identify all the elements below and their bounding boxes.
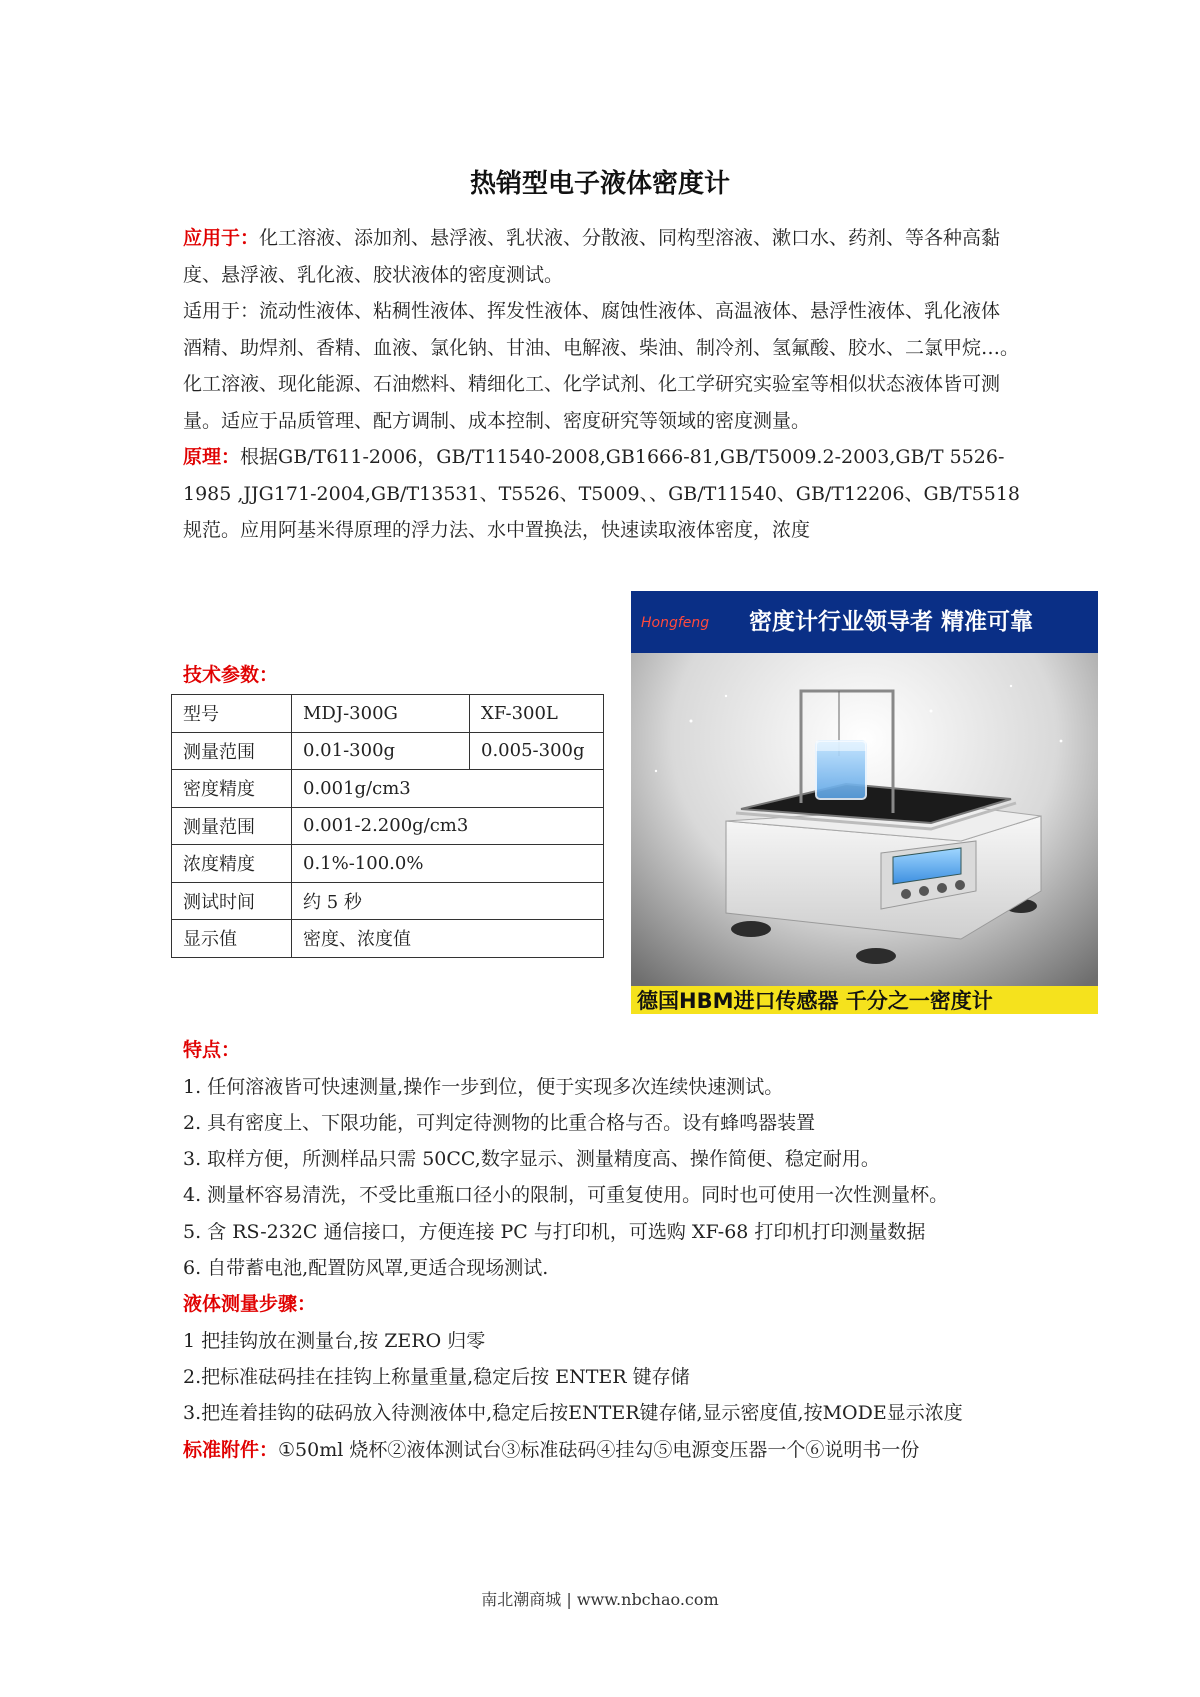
steps-heading: 液体测量步骤： [183,1293,317,1316]
table-row [172,807,604,845]
principle-text: 根据GB/T611-2006，GB/T11540-2008,GB1666-81,GB/T5009.2-2003,GB/T 5526-1985 ,JJG171-2004,GB/T13531、T5526、T5009、、GB/T11540、GB/T12206、GB/T5518 规范。应用阿基米得原理的浮力法、水中置换法，快速读取液体密度，浓度 [183,446,1021,541]
table-cell: 0.01-300g [292,732,470,770]
features-heading: 特点： [183,1039,241,1061]
table-cell: 密度精度 [172,770,292,808]
table-row [172,770,604,808]
table-row [172,695,604,733]
apply-label: 应用于： [183,227,260,249]
banner-bottom-text: 德国HBM进口传感器 千分之一密度计 [637,989,993,1013]
accessories-text: ①50ml 烧杯②液体测试台③标准砝码④挂勾⑤电源变压器一个⑥说明书一份 [278,1438,920,1461]
list-item: 3. 取样方便，所测样品只需 50CC,数字显示、测量精度高、操作简便、稳定耐用。 [183,1148,880,1171]
principle-label: 原理： [183,446,241,468]
list-item: 3.把连着挂钩的砝码放入待测液体中,稳定后按ENTER键存储,显示密度值,按MODE显示浓度 [183,1402,963,1425]
features-section [183,1032,1023,1468]
apply-paragraph [183,220,1023,293]
product-photo [631,591,1098,1014]
apply-text: 化工溶液、添加剂、悬浮液、乳状液、分散液、同构型溶液、漱口水、药剂、等各种高黏度、悬浮液、乳化液、胶状液体的密度测试。 [183,227,1001,286]
brand-logo: Hongfeng [641,615,710,631]
suitable-paragraph: 适用于：流动性液体、粘稠性液体、挥发性液体、腐蚀性液体、高温液体、悬浮性液体、乳化液体 酒精、助焊剂、香精、血液、氯化钠、甘油、电解液、柴油、制冷剂、氢氟酸、胶水、二氯甲烷…。化工溶液、现化能源、石油燃料、精细化工、化学试剂、化工学研究实验室等相似状态液体皆可测量。适应于品质管理、配方调制、成本控制、密度研究等领域的密度测量。 [183,300,1020,432]
list-item: 2.把标准砝码挂在挂钩上称量重量,稳定后按 ENTER 键存储 [183,1366,690,1389]
table-cell: XF-300L [470,695,604,733]
table-cell: 浓度精度 [172,845,292,883]
list-item: 6. 自带蓄电池,配置防风罩,更适合现场测试. [183,1256,549,1279]
accessories-label: 标准附件： [183,1438,279,1461]
table-cell: 测试时间 [172,882,292,920]
density-meter-illustration [631,591,1098,1014]
accessories-line [183,1432,1023,1468]
principle-paragraph [183,439,1023,549]
list-item: 2. 具有密度上、下限功能，可判定待测物的比重合格与否。设有蜂鸣器装置 [183,1111,816,1134]
table-cell: 测量范围 [172,732,292,770]
table-row [172,920,604,958]
table-row [172,845,604,883]
table-cell: 密度、浓度值 [292,920,604,958]
table-row [172,882,604,920]
intro-section [183,220,1023,549]
list-item: 5. 含 RS-232C 通信接口，方便连接 PC 与打印机，可选购 XF-68 打印机打印测量数据 [183,1220,926,1243]
table-cell: 约 5 秒 [292,882,604,920]
table-cell: 0.1%-100.0% [292,845,604,883]
list-item: 1. 任何溶液皆可快速测量,操作一步到位，便于实现多次连续快速测试。 [183,1075,784,1098]
table-row [172,732,604,770]
spec-table [171,694,604,958]
table-cell: 0.001g/cm3 [292,770,604,808]
table-cell: MDJ-300G [292,695,470,733]
table-cell: 0.001-2.200g/cm3 [292,807,604,845]
footer-link[interactable]: 南北潮商城 | www.nbchao.com [481,1590,719,1609]
table-cell: 型号 [172,695,292,733]
spec-heading: 技术参数： [183,664,279,686]
table-cell: 测量范围 [172,807,292,845]
table-cell: 显示值 [172,920,292,958]
list-item: 1 把挂钩放在测量台,按 ZERO 归零 [183,1329,486,1352]
list-item: 4. 测量杯容易清洗，不受比重瓶口径小的限制，可重复使用。同时也可使用一次性测量杯。 [183,1184,949,1207]
page-title: 热销型电子液体密度计 [469,169,730,199]
banner-top-text: 密度计行业领导者 精准可靠 [749,609,1034,635]
table-cell: 0.005-300g [470,732,604,770]
